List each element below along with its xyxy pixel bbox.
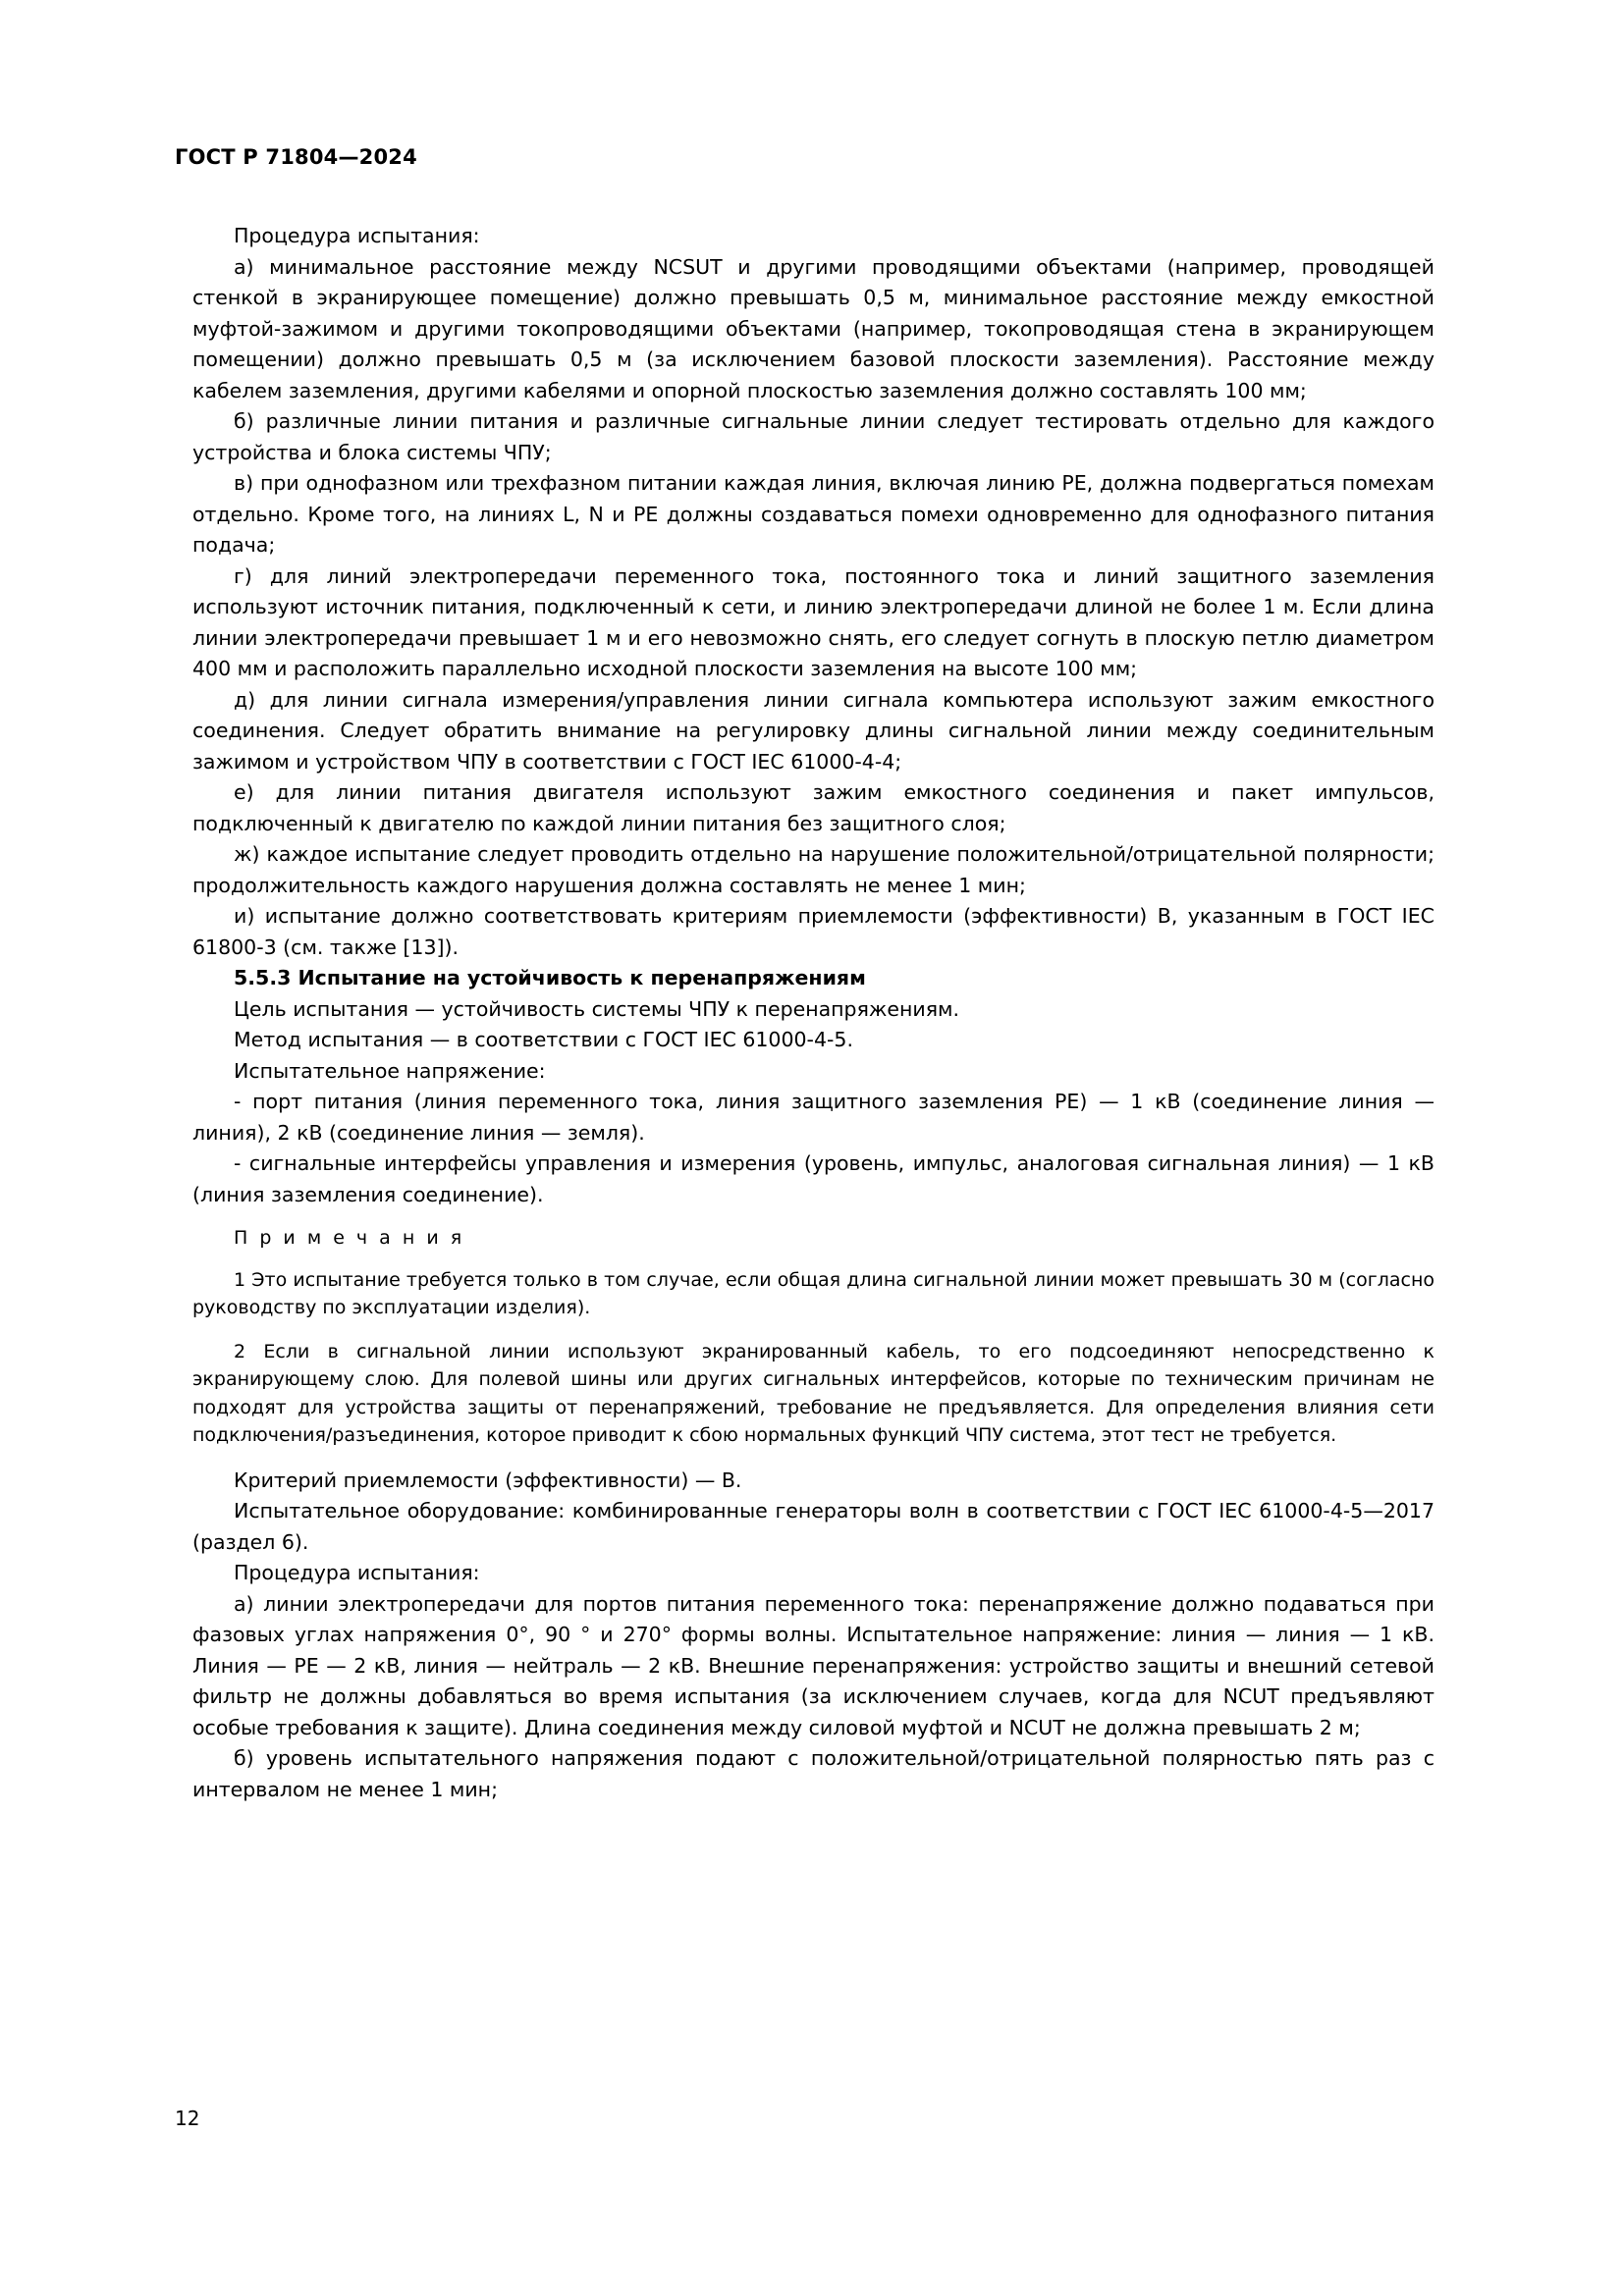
paragraph: Метод испытания — в соответствии с ГОСТ IEC 61000-4-5. [234,1028,853,1051]
paragraph: а) линии электропередачи для портов питания переменного тока: перенапряжение должно подаваться при фазовых углах напряжения 0°, 90 ° и 270° формы волны. Испытательное напряжение: линия — линия — 1 кВ. Линия — PE — 2 кВ, линия — нейтраль — 2 кВ. Внешние перенапряжения: устройство защиты и внешний сетевой фильтр не должны добавляться во время испытания (за исключением случаев, когда для NCUT предъявляют особые требования к защите). Длина соединения между силовой муфтой и NCUT не должна превышать 2 м; [192,1591,1435,1739]
paragraph: Процедура испытания: [234,1561,480,1584]
note-item: 2 Если в сигнальной линии используют экранированный кабель, то его подсоединяют непосредственно к экранирующему слою. Для полевой шины или других сигнальных интерфейсов, которые по техническим причинам не подходят для устройства защиты от перенапряжений, требование не предъявляется. Для определения влияния сети подключения/разъединения, которое приводит к сбою нормальных функций ЧПУ система, этот тест не требуется. [192,1340,1435,1446]
paragraph: Критерий приемлемости (эффективности) — В. [234,1468,742,1492]
spacer [192,1255,1435,1266]
page-header: ГОСТ Р 71804—2024 [175,145,417,169]
note-item: 1 Это испытание требуется только в том случае, если общая длина сигнальной линии может превышать 30 м (согласно руководству по эксплуатации изделия). [192,1268,1435,1318]
paragraph: Процедура испытания: [234,224,480,247]
paragraph: ж) каждое испытание следует проводить отдельно на нарушение положительной/отрицательной полярности; продолжительность каждого нарушения должна составлять не менее 1 мин; [192,842,1435,897]
page-number: 12 [175,2107,200,2130]
spacer [192,1322,1435,1338]
paragraph: б) уровень испытательного напряжения подают с положительной/отрицательной полярностью пять раз с интервалом не менее 1 мин; [192,1746,1435,1801]
paragraph: д) для линии сигнала измерения/управления линии сигнала компьютера используют зажим емкостного соединения. Следует обратить внимание на регулировку длины сигнальной линии между соединительным зажимом и устройством ЧПУ в соответствии с ГОСТ IEC 61000-4-4; [192,687,1435,774]
notes-heading: П р и м е ч а н и я [234,1227,465,1249]
section-heading: 5.5.3 Испытание на устойчивость к перенапряжениям [234,966,866,989]
paragraph: г) для линий электропередачи переменного тока, постоянного тока и линий защитного заземления используют источник питания, подключенный к сети, и линию электропередачи длиной не более 1 м. Если длина линии электропередачи превышает 1 м и его невозможно снять, его следует согнуть в плоскую петлю диаметром 400 мм и расположить параллельно исходной плоскости заземления на высоте 100 мм; [192,563,1435,680]
spacer [192,1450,1435,1466]
paragraph: б) различные линии питания и различные сигнальные линии следует тестировать отдельно для каждого устройства и блока системы ЧПУ; [192,409,1435,464]
paragraph: и) испытание должно соответствовать критериям приемлемости (эффективности) В, указанным в ГОСТ IEC 61800-3 (см. также [13]). [192,904,1435,959]
paragraph: - порт питания (линия переменного тока, линия защитного заземления PE) — 1 кВ (соединение линия — линия), 2 кВ (соединение линия — земля). [192,1090,1435,1145]
paragraph: Испытательное оборудование: комбинированные генераторы волн в соответствии с ГОСТ IEC 61000-4-5—2017 (раздел 6). [192,1499,1435,1554]
document-body [192,221,1435,1805]
paragraph: а) минимальное расстояние между NCSUT и другими проводящими объектами (например, проводящей стенкой в экранирующее помещение) должно превышать 0,5 м, минимальное расстояние между емкостной муфтой-зажимом и другими токопроводящими объектами (например, токопроводящая стена в экранирующем помещении) должно превышать 0,5 м (за исключением базовой плоскости заземления). Расстояние между кабелем заземления, другими кабелями и опорной плоскостью заземления должно составлять 100 мм; [192,254,1435,402]
paragraph: - сигнальные интерфейсы управления и измерения (уровень, импульс, аналоговая сигнальная линия) — 1 кВ (линия заземления соединение). [192,1151,1435,1206]
paragraph: Цель испытания — устойчивость системы ЧПУ к перенапряжениям. [234,996,960,1021]
paragraph: Испытательное напряжение: [234,1058,546,1083]
paragraph: в) при однофазном или трехфазном питании каждая линия, включая линию PE, должна подвергаться помехам отдельно. Кроме того, на линиях L, N и PE должны создаваться помехи одновременно для однофазного питания подача; [192,471,1435,557]
paragraph: е) для линии питания двигателя используют зажим емкостного соединения и пакет импульсов, подключенный к двигателю по каждой линии питания без защитного слоя; [192,780,1435,835]
